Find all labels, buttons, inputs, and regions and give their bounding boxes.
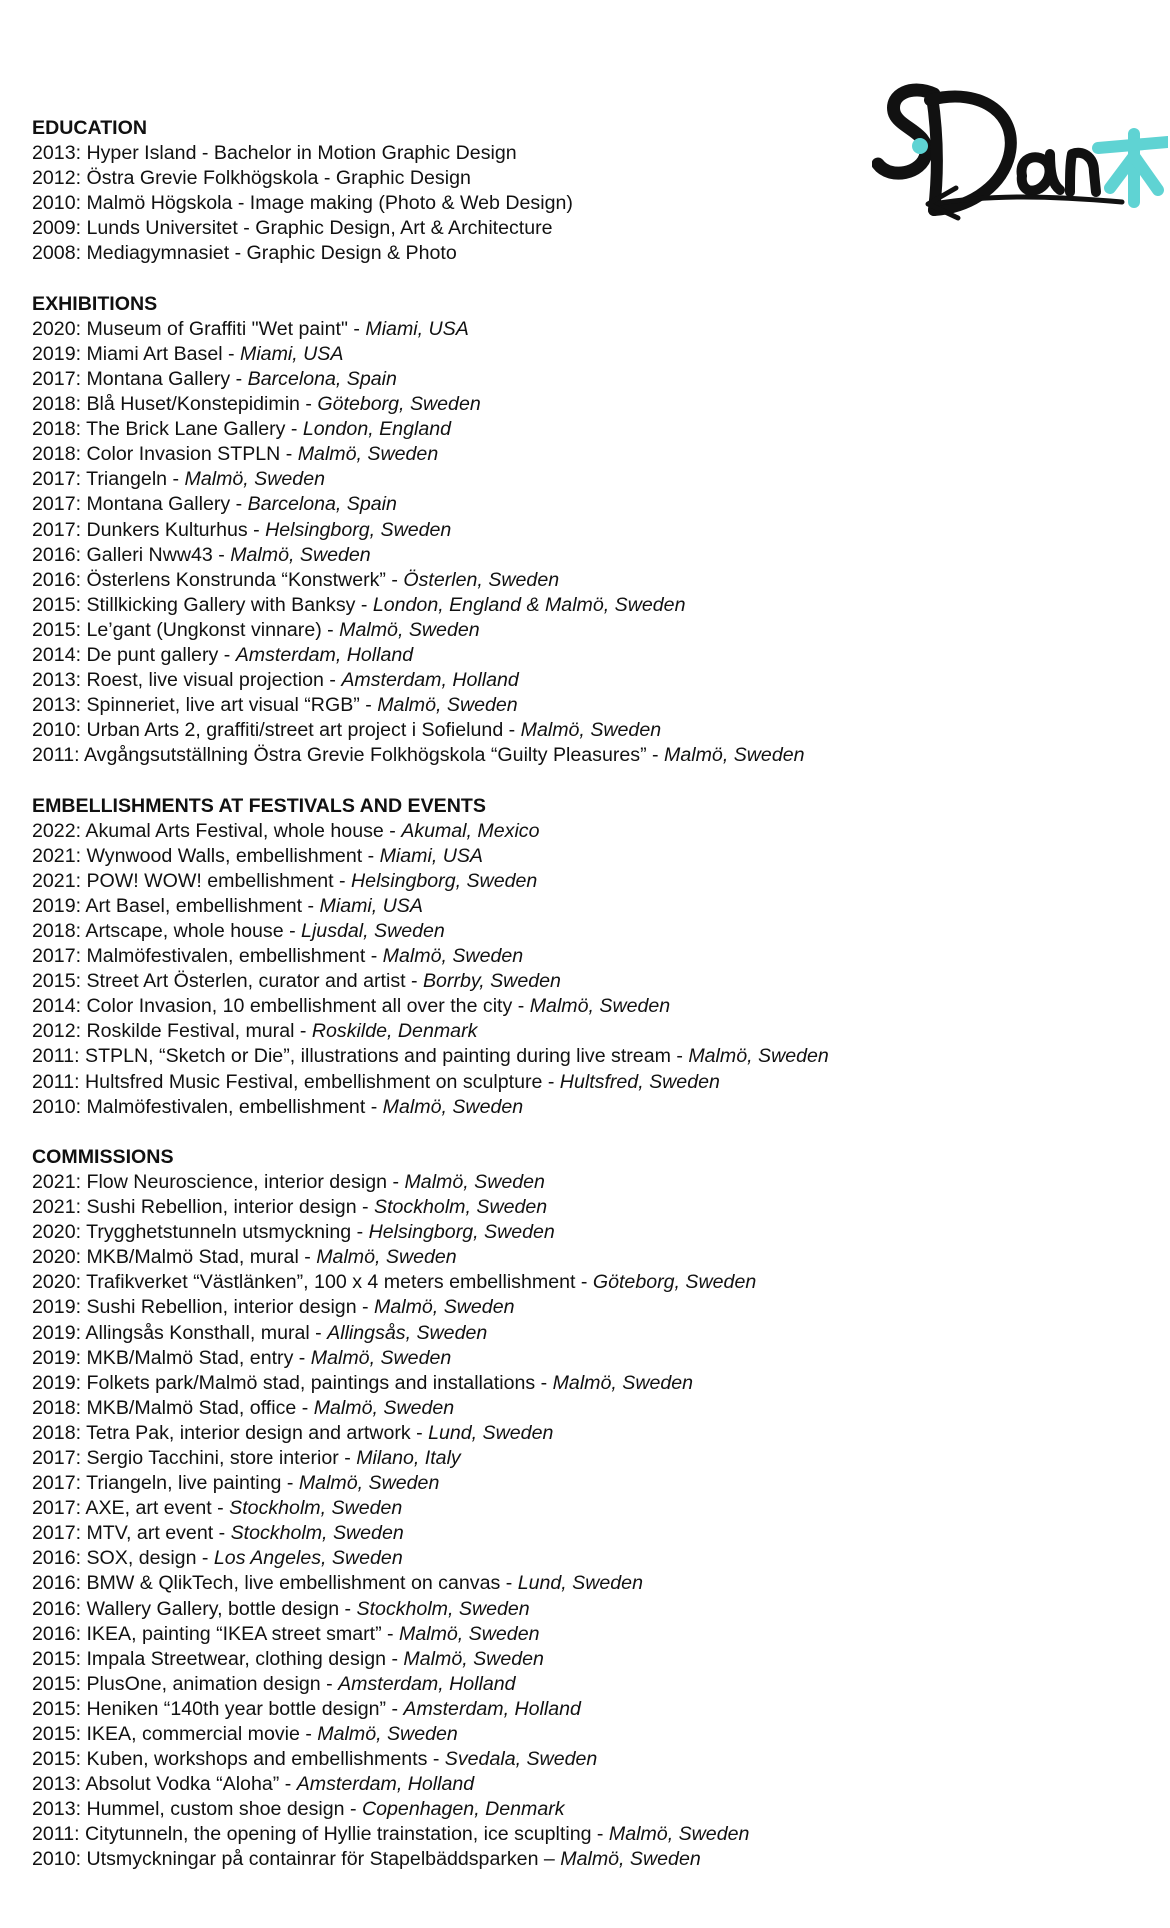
cv-entry	[32, 467, 1032, 492]
entry-text: 2019: Miami Art Basel -	[32, 342, 240, 365]
entry-text: 2012: Roskilde Festival, mural -	[32, 1020, 312, 1043]
entry-text: 2016: IKEA, painting “IKEA street smart” -	[32, 1622, 399, 1645]
entry-text: 2021: Flow Neuroscience, interior design -	[32, 1170, 405, 1193]
cv-entry	[32, 1321, 1032, 1346]
entry-location: Stockholm, Sweden	[356, 1597, 530, 1620]
entry-location: Malmö, Sweden	[382, 945, 524, 968]
entry-location: Malmö, Sweden	[688, 1045, 829, 1068]
cv-section	[32, 116, 1032, 267]
entry-text: 2019: MKB/Malmö Stad, entry -	[32, 1346, 311, 1369]
entry-text: 2017: Triangeln -	[32, 468, 185, 491]
entry-location: Helsingborg, Sweden	[265, 518, 452, 541]
cv-entry	[32, 442, 1032, 467]
entry-text: 2013: Hyper Island - Bachelor in Motion Graphic Design	[32, 142, 517, 165]
entry-text: 2013: Roest, live visual projection -	[32, 669, 342, 692]
entry-text: 2017: MTV, art event -	[32, 1522, 231, 1545]
entry-location: Miami, USA	[379, 844, 484, 867]
entry-location: Malmö, Sweden	[404, 1170, 545, 1193]
entry-location: Allingsås, Sweden	[327, 1321, 488, 1344]
entry-text: 2010: Malmöfestivalen, embellishment -	[32, 1095, 383, 1118]
cv-entry	[32, 568, 1032, 593]
entry-text: 2011: Hultsfred Music Festival, embellishment on sculpture -	[32, 1070, 560, 1093]
cv-entry	[32, 1571, 1032, 1596]
cv-entry	[32, 1622, 1032, 1647]
entry-location: Malmö, Sweden	[339, 618, 480, 641]
entry-location: Milano, Italy	[356, 1446, 461, 1469]
entry-location: Malmö, Sweden	[310, 1346, 452, 1369]
entry-text: 2011: Citytunneln, the opening of Hyllie trainstation, ice scuplting -	[32, 1823, 609, 1846]
entry-location: Helsingborg, Sweden	[368, 1221, 555, 1244]
entry-location: Malmö, Sweden	[608, 1823, 750, 1846]
cv-entry	[32, 668, 1032, 693]
entry-location: Göteborg, Sweden	[317, 393, 481, 416]
entry-text: 2013: Spinneriet, live art visual “RGB” -	[32, 694, 378, 717]
entry-location: Malmö, Sweden	[230, 543, 371, 566]
entry-text: 2021: Wynwood Walls, embellishment -	[32, 844, 380, 867]
cv-entry	[32, 543, 1032, 568]
entry-text: 2017: Montana Gallery -	[32, 493, 248, 516]
entry-location: Svedala, Sweden	[444, 1748, 598, 1771]
entry-location: Malmö, Sweden	[297, 443, 439, 466]
entry-location: Roskilde, Denmark	[311, 1020, 478, 1043]
entry-text: 2013: Absolut Vodka “Aloha” -	[32, 1773, 297, 1796]
entry-location: Los Angeles, Sweden	[213, 1547, 403, 1570]
cv-entry	[32, 1270, 1032, 1295]
cv-entry	[32, 1797, 1032, 1822]
entry-text: 2017: Malmöfestivalen, embellishment -	[32, 945, 383, 968]
cv-entry	[32, 894, 1032, 919]
entry-text: 2012: Östra Grevie Folkhögskola - Graphic Design	[32, 167, 471, 190]
cv-entry	[32, 1822, 1032, 1847]
cv-entry	[32, 166, 1032, 191]
entry-location: Österlen, Sweden	[403, 568, 560, 591]
entry-location: Miami, USA	[240, 342, 344, 365]
cv-entry	[32, 1170, 1032, 1195]
entry-text: 2022: Akumal Arts Festival, whole house -	[32, 819, 402, 842]
cv-entry	[32, 1346, 1032, 1371]
entry-text: 2015: Stillkicking Gallery with Banksy -	[32, 593, 373, 616]
entry-location: Stockholm, Sweden	[230, 1522, 404, 1545]
entry-text: 2009: Lunds Universitet - Graphic Design, Art & Architecture	[32, 217, 553, 240]
cv-entry	[32, 718, 1032, 743]
cv-entry	[32, 1521, 1032, 1546]
entry-location: Miami, USA	[365, 317, 469, 340]
entry-location: Malmö, Sweden	[664, 744, 805, 767]
cv-entry	[32, 216, 1032, 241]
section-heading: EDUCATION	[32, 117, 148, 139]
cv-entry	[32, 241, 1032, 266]
entry-text: 2018: Tetra Pak, interior design and artwork -	[32, 1421, 429, 1444]
cv-entry	[32, 342, 1032, 367]
entry-text: 2015: Street Art Österlen, curator and artist -	[32, 970, 423, 993]
entry-location: Malmö, Sweden	[374, 1296, 515, 1319]
entry-text: 2019: Sushi Rebellion, interior design -	[32, 1296, 375, 1319]
entry-location: Stockholm, Sweden	[229, 1497, 403, 1520]
entry-text: 2014: De punt gallery -	[32, 643, 236, 666]
cv-entry	[32, 1446, 1032, 1471]
cv-entry	[32, 1220, 1032, 1245]
entry-text: 2016: Österlens Konstrunda “Konstwerk” -	[32, 568, 404, 591]
cv-entry	[32, 1747, 1032, 1772]
entry-location: London, England	[302, 418, 452, 441]
cv-entry	[32, 1546, 1032, 1571]
entry-text: 2016: Galleri Nww43 -	[32, 543, 231, 566]
cv-entry	[32, 1295, 1032, 1320]
entry-text: 2020: Trafikverket “Västlänken”, 100 x 4 meters embellishment -	[32, 1271, 593, 1294]
cv-entry	[32, 1396, 1032, 1421]
entry-location: Malmö, Sweden	[382, 1095, 524, 1118]
entry-location: Malmö, Sweden	[298, 1472, 440, 1495]
cv-entry	[32, 1195, 1032, 1220]
cv-entry	[32, 1044, 1032, 1069]
entry-location: Malmö, Sweden	[377, 694, 518, 717]
entry-location: Malmö, Sweden	[317, 1723, 458, 1745]
cv-entry	[32, 1722, 1032, 1747]
entry-text: 2008: Mediagymnasiet - Graphic Design & Photo	[32, 242, 457, 265]
entry-location: Borrby, Sweden	[422, 970, 561, 993]
section-heading: EXHIBITIONS	[32, 292, 158, 315]
entry-text: 2019: Art Basel, embellishment -	[32, 894, 320, 917]
entry-text: 2010: Urban Arts 2, graffiti/street art project i Sofielund -	[32, 719, 521, 742]
entry-location: Amsterdam, Holland	[235, 643, 414, 666]
entry-text: 2020: MKB/Malmö Stad, mural -	[32, 1246, 317, 1269]
entry-location: Malmö, Sweden	[520, 719, 662, 742]
entry-text: 2017: AXE, art event -	[32, 1497, 230, 1520]
cv-entry	[32, 417, 1032, 442]
entry-text: 2015: Le’gant (Ungkonst vinnare) -	[32, 618, 340, 641]
cv-entry	[32, 1847, 1032, 1872]
cv-entry	[32, 693, 1032, 718]
cv-entry	[32, 1772, 1032, 1797]
cv-document	[32, 116, 1032, 1898]
entry-text: 2015: IKEA, commercial movie -	[32, 1723, 318, 1745]
entry-location: Hultsfred, Sweden	[559, 1070, 720, 1093]
section-heading: COMMISSIONS	[32, 1145, 174, 1168]
entry-location: Göteborg, Sweden	[592, 1271, 757, 1294]
cv-entry	[32, 1421, 1032, 1446]
entry-text: 2021: Sushi Rebellion, interior design -	[32, 1196, 375, 1219]
entry-text: 2018: Color Invasion STPLN -	[32, 443, 298, 466]
entry-text: 2016: BMW & QlikTech, live embellishment on canvas -	[32, 1572, 518, 1595]
entry-text: 2018: Blå Huset/Konstepidimin -	[32, 393, 318, 416]
cv-entry	[32, 643, 1032, 668]
entry-location: Helsingborg, Sweden	[351, 869, 538, 892]
cv-entry	[32, 317, 1032, 342]
entry-text: 2017: Sergio Tacchini, store interior -	[32, 1446, 357, 1469]
entry-location: Malmö, Sweden	[184, 468, 325, 491]
cv-entry	[32, 1647, 1032, 1672]
entry-text: 2017: Dunkers Kulturhus -	[32, 518, 266, 541]
entry-location: London, England & Malmö, Sweden	[372, 593, 686, 616]
entry-text: 2016: Wallery Gallery, bottle design -	[32, 1597, 357, 1620]
entry-location: Malmö, Sweden	[560, 1848, 701, 1871]
entry-location: Amsterdam, Holland	[338, 1672, 516, 1695]
cv-entry	[32, 1697, 1032, 1722]
entry-text: 2018: Artscape, whole house -	[32, 920, 302, 942]
cv-entry	[32, 743, 1032, 768]
entry-text: 2010: Utsmyckningar på containrar för Stapelbäddsparken –	[32, 1848, 561, 1871]
cv-entry	[32, 1672, 1032, 1697]
entry-text: 2020: Trygghetstunneln utsmyckning -	[32, 1221, 369, 1244]
cv-entry	[32, 1245, 1032, 1270]
entry-text: 2015: Kuben, workshops and embellishments -	[32, 1748, 445, 1771]
entry-text: 2015: PlusOne, animation design -	[32, 1672, 339, 1695]
entry-text: 2011: STPLN, “Sketch or Die”, illustrations and painting during live stream -	[32, 1045, 689, 1068]
cv-entry	[32, 367, 1032, 392]
cv-entry	[32, 994, 1032, 1019]
entry-text: 2015: Heniken “140th year bottle design” -	[32, 1697, 404, 1720]
entry-location: Akumal, Mexico	[401, 819, 540, 842]
cv-entry	[32, 618, 1032, 643]
cv-entry	[32, 593, 1032, 618]
entry-text: 2010: Malmö Högskola - Image making (Photo & Web Design)	[32, 192, 573, 215]
cv-entry	[32, 844, 1032, 869]
entry-location: Barcelona, Spain	[247, 493, 397, 516]
cv-entry	[32, 1019, 1032, 1044]
entry-location: Amsterdam, Holland	[341, 669, 519, 692]
cv-entry	[32, 944, 1032, 969]
entry-text: 2017: Triangeln, live painting -	[32, 1472, 299, 1495]
entry-location: Malmö, Sweden	[316, 1246, 457, 1269]
entry-text: 2016: SOX, design -	[32, 1547, 214, 1570]
entry-location: Lund, Sweden	[517, 1572, 643, 1595]
cv-section	[32, 1145, 1032, 1873]
cv-entry	[32, 141, 1032, 166]
entry-text: 2018: MKB/Malmö Stad, office -	[32, 1396, 314, 1419]
section-heading: EMBELLISHMENTS AT FESTIVALS AND EVENTS	[32, 794, 486, 817]
entry-text: 2015: Impala Streetwear, clothing design -	[32, 1647, 404, 1670]
cv-entry	[32, 819, 1032, 844]
entry-text: 2014: Color Invasion, 10 embellishment all over the city -	[32, 995, 530, 1018]
entry-text: 2013: Hummel, custom shoe design -	[32, 1798, 362, 1821]
entry-location: Lund, Sweden	[428, 1421, 554, 1444]
entry-text: 2020: Museum of Graffiti "Wet paint" -	[32, 317, 366, 340]
entry-location: Stockholm, Sweden	[374, 1196, 548, 1219]
cv-entry	[32, 518, 1032, 543]
entry-location: Malmö, Sweden	[552, 1371, 694, 1394]
cv-section	[32, 292, 1032, 769]
entry-text: 2018: The Brick Lane Gallery -	[32, 418, 303, 441]
cv-section	[32, 794, 1032, 1120]
cv-entry	[32, 1496, 1032, 1521]
entry-location: Malmö, Sweden	[529, 995, 671, 1018]
entry-text: 2021: POW! WOW! embellishment -	[32, 869, 352, 892]
entry-location: Ljusdal, Sweden	[301, 920, 445, 942]
cv-entry	[32, 191, 1032, 216]
cv-entry	[32, 919, 1032, 944]
entry-text: 2019: Allingsås Konsthall, mural -	[32, 1321, 328, 1344]
cv-entry	[32, 869, 1032, 894]
cv-entry	[32, 1597, 1032, 1622]
cv-entry	[32, 1095, 1032, 1120]
cv-entry	[32, 1471, 1032, 1496]
entry-location: Miami, USA	[319, 894, 423, 917]
cv-entry	[32, 1371, 1032, 1396]
cv-entry	[32, 392, 1032, 417]
entry-location: Malmö, Sweden	[313, 1396, 455, 1419]
cv-entry	[32, 969, 1032, 994]
entry-location: Amsterdam, Holland	[403, 1697, 581, 1720]
entry-text: 2017: Montana Gallery -	[32, 367, 248, 390]
entry-text: 2011: Avgångsutställning Östra Grevie Folkhögskola “Guilty Pleasures” -	[32, 744, 665, 767]
entry-location: Copenhagen, Denmark	[361, 1798, 565, 1821]
cv-entry	[32, 492, 1032, 517]
entry-location: Amsterdam, Holland	[296, 1773, 475, 1796]
entry-location: Malmö, Sweden	[403, 1647, 544, 1670]
entry-text: 2019: Folkets park/Malmö stad, paintings and installations -	[32, 1371, 553, 1394]
cv-entry	[32, 1070, 1032, 1095]
entry-location: Barcelona, Spain	[247, 367, 397, 390]
entry-location: Malmö, Sweden	[399, 1622, 540, 1645]
